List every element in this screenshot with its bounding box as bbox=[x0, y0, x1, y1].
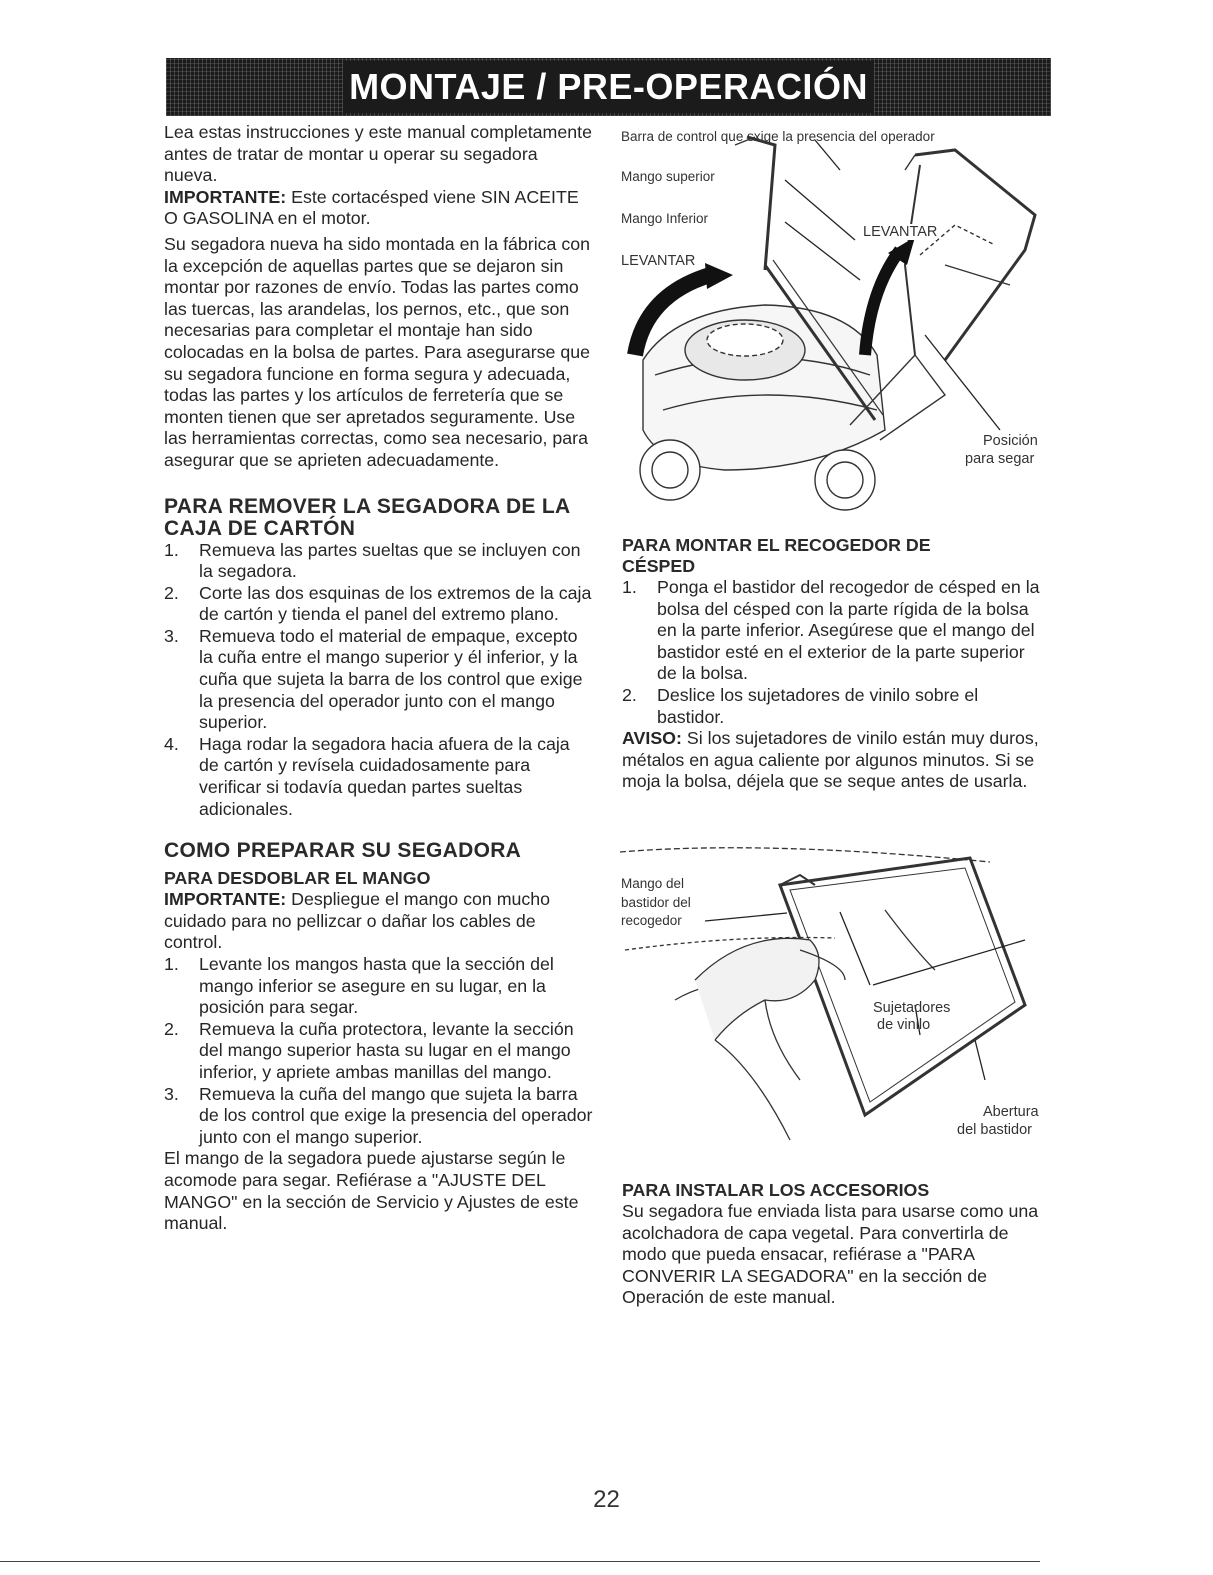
factory-paragraph: Su segadora nueva ha sido montada en la fábrica con la excepción de aquellas partes que se dejaron sin montar por razones de envío. Todas las partes como las tuercas, las arandelas, los pernos, etc., que son necesarias para completar el montaje han sido colocadas en la bolsa de partes. Para asegurarse que su segadora funcione en forma segura y adecuada, todas las partes y los artículos de ferretería que se monten tienen que ser apretados seguramente. Use las herramientas correctas, como sea necesario, para asegurar que se aprieten adecuadamente. bbox=[164, 233, 591, 470]
lift-left-label: LEVANTAR bbox=[621, 253, 696, 269]
handle-adjust-paragraph: El mango de la segadora puede ajustarse según le acomode para segar. Refiérase a "AJUSTE DEL MANGO" en la sección de Servicio y Ajustes de este manual. bbox=[164, 1148, 579, 1234]
list-item bbox=[164, 583, 594, 626]
step-number: 4. bbox=[164, 733, 179, 754]
prepare-section-title: COMO PREPARAR SU SEGADORA bbox=[164, 839, 522, 863]
important-note bbox=[164, 187, 594, 230]
operator-control-bar-label: Barra de control que sxige la presencia del operador bbox=[621, 129, 935, 144]
important-label: IMPORTANTE: bbox=[164, 186, 287, 207]
frame-handle-label-2: bastidor del bbox=[621, 895, 691, 910]
prepare-important-note bbox=[164, 889, 594, 954]
list-item bbox=[164, 1019, 594, 1084]
frame-handle-label-1: Mango del bbox=[621, 876, 685, 891]
step-text: Remueva la cuña protectora, levante la sección del mango superior hasta su lugar en el mango inferior, y apriete ambas manillas del mango. bbox=[199, 1018, 574, 1082]
list-item bbox=[164, 1084, 594, 1149]
step-number: 3. bbox=[164, 1083, 179, 1104]
notice-paragraph bbox=[622, 728, 1047, 793]
step-number: 2. bbox=[622, 684, 637, 705]
step-text: Remueva la cuña del mango que sujeta la barra de los control que exige la presencia del operador junto con el mango superior. bbox=[199, 1083, 593, 1147]
catcher-section-title-2: CÉSPED bbox=[622, 556, 696, 576]
remove-steps-list bbox=[164, 540, 594, 821]
step-text: Remueva las partes sueltas que se incluyen con la segadora. bbox=[199, 539, 581, 582]
mowing-position-label-1: Posición bbox=[983, 433, 1038, 449]
step-text: Corte las dos esquinas de los extremos de la caja de cartón y tienda el panel del extremo plano. bbox=[199, 582, 592, 625]
mowing-position-label-2: para segar bbox=[965, 451, 1035, 467]
bottom-divider bbox=[0, 1561, 1040, 1562]
step-number: 1. bbox=[164, 539, 179, 560]
list-item bbox=[622, 685, 1047, 728]
page-number: 22 bbox=[593, 1486, 620, 1513]
catcher-section-title: PARA MONTAR EL RECOGEDOR DE bbox=[622, 535, 931, 555]
step-number: 2. bbox=[164, 582, 179, 603]
list-item bbox=[622, 577, 1047, 685]
step-text: Haga rodar la segadora hacia afuera de la caja de cartón y revísela cuidadosamente para verificar si todavía quedan partes sueltas adicionales. bbox=[199, 733, 570, 819]
unfold-steps-list bbox=[164, 954, 594, 1148]
step-number: 1. bbox=[164, 954, 179, 974]
important-text: Este cortacésped viene SIN ACEITE O GASOLINA en el motor. bbox=[164, 186, 579, 229]
upper-handle-label: Mango superior bbox=[621, 169, 715, 184]
step-number: 2. bbox=[164, 1018, 179, 1039]
important-label: IMPORTANTE: bbox=[164, 889, 287, 910]
unfold-handle-subtitle: PARA DESDOBLAR EL MANGO bbox=[164, 868, 431, 889]
step-text: Remueva todo el material de empaque, excepto la cuña entre el mango superior y él inferior, y la cuña que sujeta la barra de los control que exige la presencia del operador junto con el mango superior. bbox=[199, 625, 583, 733]
step-number: 3. bbox=[164, 625, 179, 646]
step-number: 1. bbox=[622, 577, 637, 597]
remove-section-title: PARA REMOVER LA SEGADORA DE LA CAJA DE CARTÓN bbox=[164, 494, 570, 540]
notice-label: AVISO: bbox=[622, 728, 682, 749]
section-title: MONTAJE / PRE-OPERACIÓN bbox=[343, 61, 874, 113]
frame-handle-label-3: recogedor bbox=[621, 913, 682, 928]
list-item bbox=[164, 734, 594, 820]
notice-text: Si los sujetadores de vinilo están muy duros, métalos en agua caliente por algunos minutos. Si se moja la bolsa, déjela que se seque antes de usarla. bbox=[622, 728, 1039, 792]
list-item bbox=[164, 954, 594, 1019]
important-text: Despliegue el mango con mucho cuidado para no pellizcar o dañar los cables de control. bbox=[164, 889, 551, 953]
left-column bbox=[164, 122, 594, 1235]
lift-right-label: LEVANTAR bbox=[863, 224, 938, 240]
list-item bbox=[164, 540, 594, 583]
right-column-accessories bbox=[622, 1180, 1047, 1309]
mower-handle-illustration bbox=[615, 125, 1055, 515]
catcher-frame-illustration bbox=[615, 840, 1055, 1145]
list-item bbox=[164, 626, 594, 734]
vinyl-clips-label-1: Sujetadores bbox=[873, 1000, 951, 1016]
lower-handle-label: Mango Inferior bbox=[621, 211, 709, 226]
step-text: Deslice los sujetadores de vinilo sobre el bastidor. bbox=[657, 684, 979, 727]
step-text: Levante los mangos hasta que la sección del mango inferior se asegure en su lugar, en la posición para segar. bbox=[199, 954, 554, 1018]
frame-opening-label-2: del bastidor bbox=[957, 1122, 1032, 1138]
intro-paragraph: Lea estas instrucciones y este manual completamente antes de tratar de montar u operar su segadora nueva. bbox=[164, 122, 592, 186]
accessories-paragraph: Su segadora fue enviada lista para usarse como una acolchadora de capa vegetal. Para convertirla de modo que pueda ensacar, refiérase a "PARA CONVERIR LA SEGADORA" en la sección de Operación de este manual. bbox=[622, 1201, 1039, 1308]
catcher-steps-list bbox=[622, 577, 1047, 728]
accessories-section-title: PARA INSTALAR LOS ACCESORIOS bbox=[622, 1180, 930, 1200]
frame-opening-label-1: Abertura bbox=[983, 1104, 1039, 1120]
vinyl-clips-label-2: de vinilo bbox=[877, 1017, 931, 1033]
step-text: Ponga el bastidor del recogedor de césped en la bolsa del césped con la parte rígida de la bolsa en la parte inferior. Asegúrese que el mango del bastidor esté en el exterior de la parte superior de la bolsa. bbox=[657, 577, 1040, 684]
right-column-catcher bbox=[622, 535, 1047, 793]
section-header-banner bbox=[166, 58, 1051, 116]
